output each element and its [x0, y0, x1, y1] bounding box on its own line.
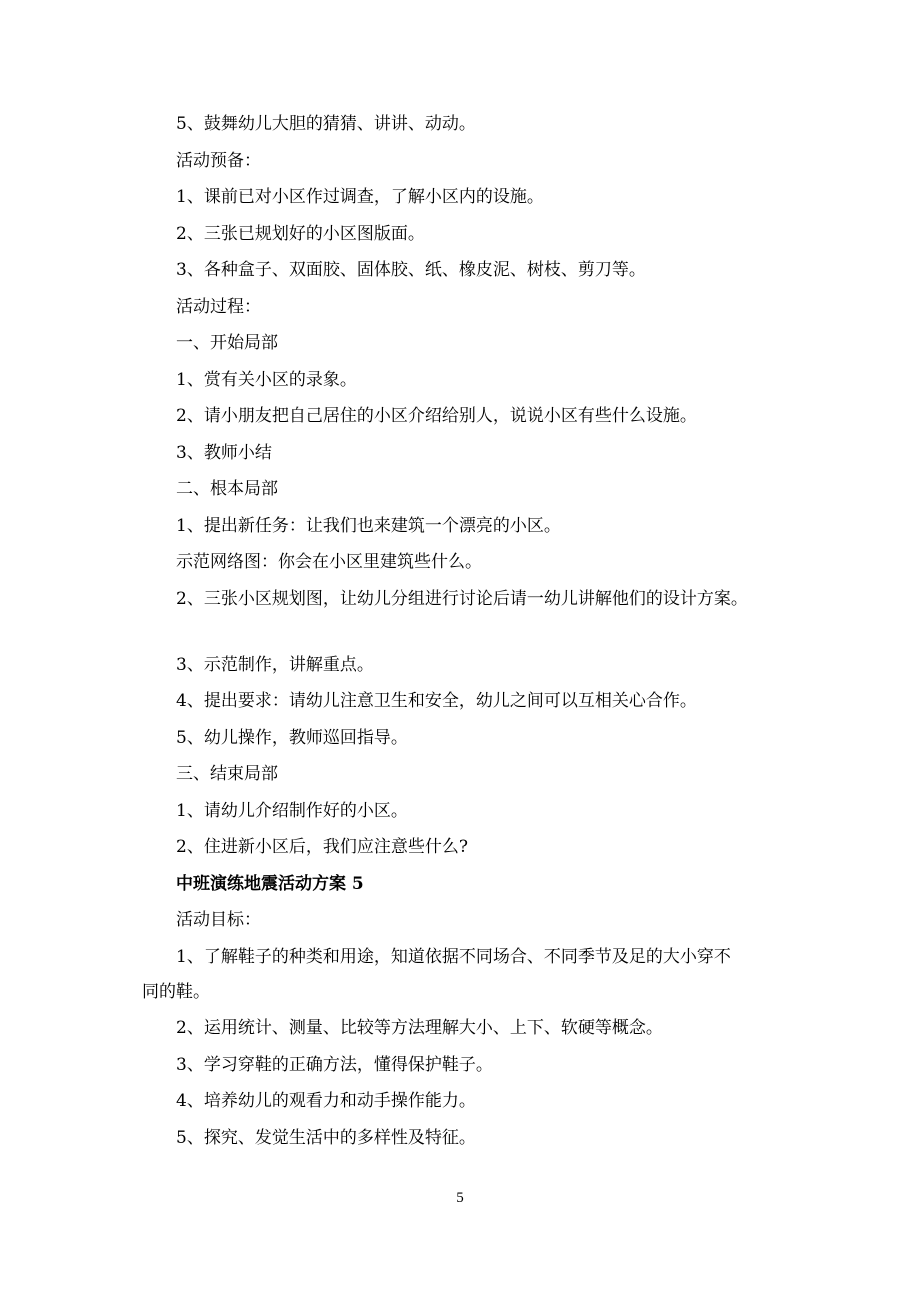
text-line-continued: 同的鞋。 — [142, 981, 210, 1002]
text-line: 3、示范制作，讲解重点。 — [176, 654, 374, 675]
text-line: 3、各种盒子、双面胶、固体胶、纸、橡皮泥、树枝、剪刀等。 — [176, 260, 646, 280]
page-content — [0, 113, 920, 1163]
text-line: 4、培养幼儿的观看力和动手操作能力。 — [176, 1091, 476, 1111]
page-number: 5 — [456, 1190, 464, 1206]
section-label: 活动目标： — [176, 910, 261, 930]
text-line: 1、课前已对小区作过调查，了解小区内的设施。 — [176, 187, 544, 207]
text-line: 3、教师小结 — [176, 442, 272, 463]
text-line: 1、提出新任务：让我们也来建筑一个漂亮的小区。 — [176, 515, 561, 536]
text-line: 示范网络图：你会在小区里建筑些什么。 — [176, 552, 482, 572]
text-line: 2、运用统计、测量、比较等方法理解大小、上下、软硬等概念。 — [176, 1018, 663, 1038]
subsection-label: 三、结束局部 — [176, 764, 278, 784]
text-line: 4、提出要求：请幼儿注意卫生和安全，幼儿之间可以互相关心合作。 — [176, 691, 697, 711]
subsection-label: 二、根本局部 — [176, 479, 278, 499]
text-line: 5、幼儿操作，教师巡回指导。 — [176, 727, 408, 748]
section-label: 活动预备： — [176, 150, 261, 171]
text-line: 2、请小朋友把自己居住的小区介绍给别人，说说小区有些什么设施。 — [176, 406, 697, 426]
section-heading: 中班演练地震活动方案 5 — [176, 873, 364, 894]
subsection-label: 一、开始局部 — [176, 333, 278, 353]
text-line: 2、住进新小区后，我们应注意些什么? — [176, 837, 468, 857]
text-line: 1、赏有关小区的录象。 — [176, 369, 357, 390]
text-line: 2、三张小区规划图，让幼儿分组进行讨论后请一幼儿讲解他们的设计方案。 — [176, 588, 748, 609]
text-line: 5、探究、发觉生活中的多样性及特征。 — [176, 1127, 476, 1148]
text-line: 2、三张已规划好的小区图版面。 — [176, 223, 425, 244]
text-line: 3、学习穿鞋的正确方法，懂得保护鞋子。 — [176, 1054, 493, 1075]
text-line: 5、鼓舞幼儿大胆的猜猜、讲讲、动动。 — [176, 114, 476, 134]
section-label: 活动过程： — [176, 296, 261, 317]
text-line: 1、请幼儿介绍制作好的小区。 — [176, 800, 408, 821]
text-line: 1、了解鞋子的种类和用途，知道依据不同场合、不同季节及足的大小穿不 — [176, 946, 731, 967]
